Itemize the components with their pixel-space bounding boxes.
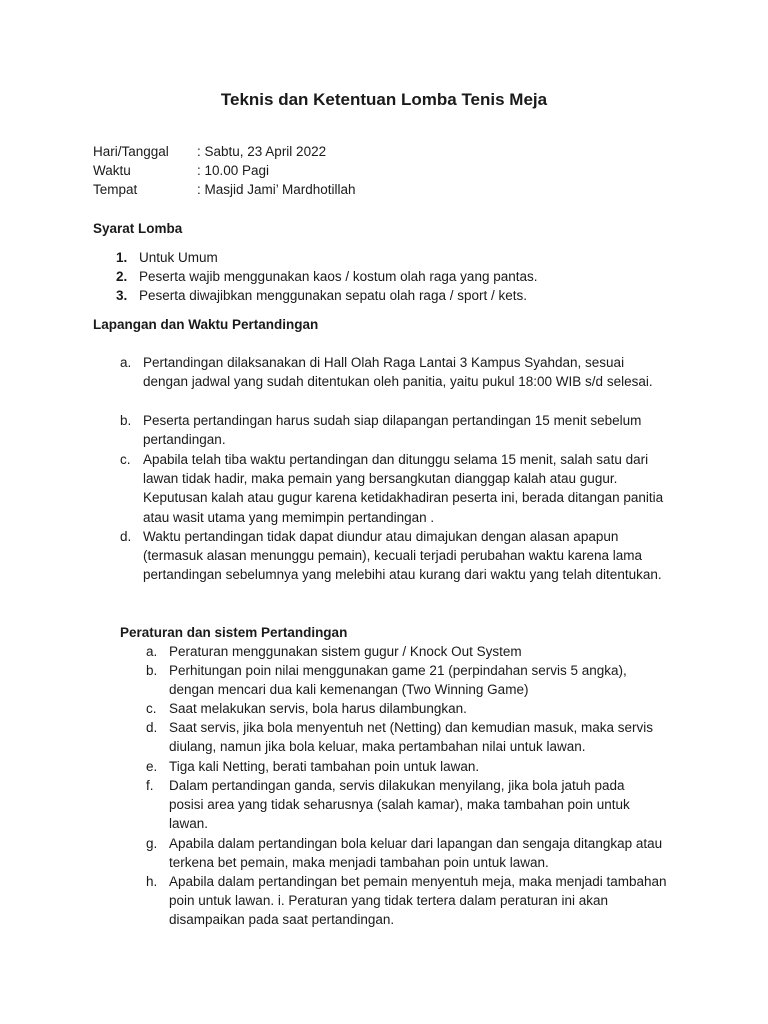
list-text: Saat servis, jika bola menyentuh net (Netting) dan kemudian masuk, maka servis diulang, namun jika bola keluar, maka pertambahan nilai untuk lawan. [169, 720, 653, 755]
section-heading-lapangan: Lapangan dan Waktu Pertandingan [93, 317, 319, 332]
list-text: Peraturan menggunakan sistem gugur / Knock Out System [169, 644, 522, 659]
list-text: Apabila dalam pertandingan bet pemain menyentuh meja, maka menjadi tambahan poin untuk lawan. i. Peraturan yang tidak tertera dalam peraturan ini akan disampaikan pada saat pertandingan. [169, 874, 667, 928]
list-marker: f. [146, 778, 154, 793]
list-text: Peserta diwajibkan menggunakan sepatu olah raga / sport / kets. [139, 288, 527, 303]
info-label: Hari/Tanggal [93, 144, 169, 159]
list-marker: h. [146, 874, 158, 889]
document-title: Teknis dan Ketentuan Lomba Tenis Meja [220, 90, 548, 109]
info-label: Tempat [93, 182, 138, 197]
info-value: : Sabtu, 23 April 2022 [197, 144, 327, 159]
list-marker: g. [146, 836, 158, 851]
list-text: Perhitungan poin nilai menggunakan game 21 (perpindahan servis 5 angka), dengan mencari dua kali kemenangan (Two Winning Game) [169, 663, 627, 698]
list-text: Apabila dalam pertandingan bola keluar dari lapangan dan sengaja ditangkap atau terkena bet pemain, maka menjadi tambahan poin untuk lawan. [169, 836, 663, 871]
list-text: Untuk Umum [139, 250, 218, 265]
info-label: Waktu [93, 163, 131, 178]
list-text: Tiga kali Netting, berati tambahan poin untuk lawan. [169, 759, 480, 774]
list-marker: 2. [116, 269, 128, 284]
list-marker: d. [120, 529, 132, 544]
list-marker: b. [146, 663, 158, 678]
list-marker: a. [120, 355, 132, 370]
list-marker: c. [120, 452, 131, 467]
list-marker: e. [146, 759, 158, 774]
list-text: Peserta wajib menggunakan kaos / kostum olah raga yang pantas. [139, 269, 538, 284]
section-heading-syarat: Syarat Lomba [93, 221, 183, 236]
list-marker: 1. [116, 250, 128, 265]
section-heading-peraturan: Peraturan dan sistem Pertandingan [120, 625, 348, 640]
list-marker: b. [120, 413, 132, 428]
list-text: Pertandingan dilaksanakan di Hall Olah Raga Lantai 3 Kampus Syahdan, sesuai dengan jadwal yang sudah ditentukan oleh panitia, yaitu pukul 18:00 WIB s/d selesai. [143, 355, 653, 390]
list-text: Dalam pertandingan ganda, servis dilakukan menyilang, jika bola jatuh pada posisi area yang tidak seharusnya (salah kamar), maka tambahan poin untuk lawan. [169, 778, 630, 832]
list-marker: a. [146, 644, 158, 659]
info-value: : 10.00 Pagi [197, 163, 270, 178]
list-text: Apabila telah tiba waktu pertandingan dan ditunggu selama 15 menit, salah satu dari lawan tidak hadir, maka pemain yang bersangkutan dianggap kalah atau gugur. Keputusan kalah atau gugur karena ketidakhadiran peserta ini, berada ditangan panitia atau wasit utama yang memimpin pertandingan . [143, 452, 664, 525]
info-value: : Masjid Jami’ Mardhotillah [197, 182, 356, 197]
list-marker: 3. [116, 288, 128, 303]
list-marker: d. [146, 720, 158, 735]
list-text: Peserta pertandingan harus sudah siap dilapangan pertandingan 15 menit sebelum pertandingan. [143, 413, 642, 448]
list-text: Saat melakukan servis, bola harus dilambungkan. [169, 701, 467, 716]
list-marker: c. [146, 701, 157, 716]
list-text: Waktu pertandingan tidak dapat diundur atau dimajukan dengan alasan apapun (termasuk alasan menunggu pemain), kecuali terjadi perubahan waktu karena lama pertandingan sebelumnya yang melebihi atau kurang dari waktu yang telah ditentukan. [143, 529, 662, 583]
